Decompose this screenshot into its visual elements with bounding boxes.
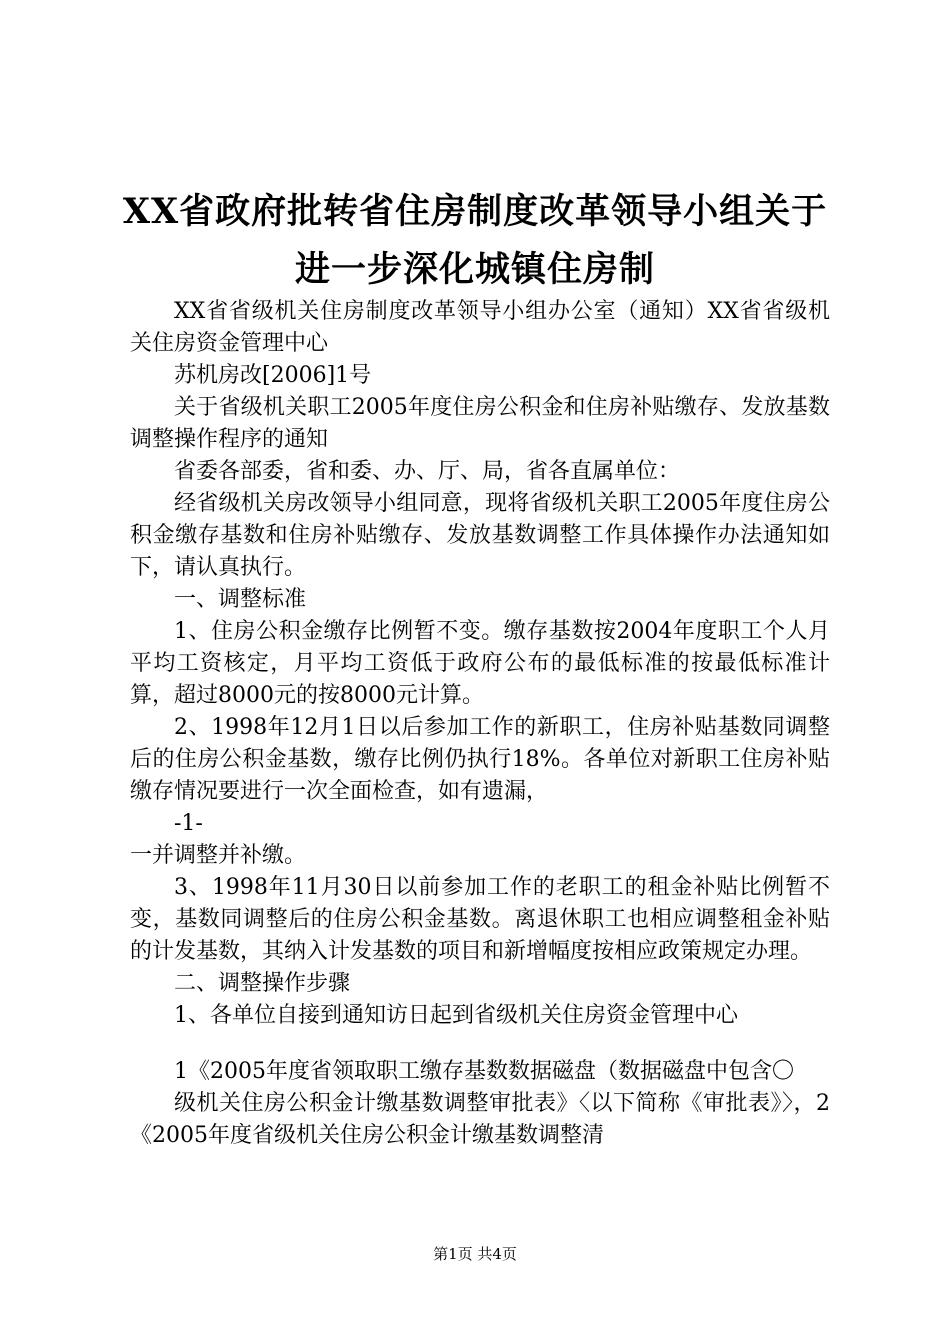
document-title-line-1: XX省政府批转省住房制度改革领导小组关于 <box>122 191 828 232</box>
section-heading-1: 一、调整标准 <box>174 587 307 612</box>
intro-paragraph: 经省级机关房改领导小组同意，现将省级机关职工2005年度住房公积金缴存基数和住房补贴缴存、发放基数调整工作具体操作办法通知如下，请认真执行。 <box>130 491 830 580</box>
recipients-paragraph: 省委各部委，省和委、办、厅、局，省各直属单位： <box>174 459 681 484</box>
document-title-line-2: 进一步深化城镇住房制 <box>294 249 655 290</box>
inline-page-number: -1- <box>174 811 203 836</box>
document-number: 苏机房改[2006]1号 <box>174 363 372 388</box>
notice-title-paragraph: 关于省级机关职工2005年度住房公积金和住房补贴缴存、发放基数调整操作程序的通知 <box>130 395 830 452</box>
section-heading-2: 二、调整操作步骤 <box>174 971 351 996</box>
document-body <box>130 296 830 1152</box>
standard-item-2: 2、1998年12月1日以后参加工作的新职工，住房补贴基数同调整后的住房公积金基数，缴存比例仍执行18%。各单位对新职工住房补贴缴存情况要进行一次全面检查，如有遗漏， <box>130 715 830 804</box>
page-footer: 第1页 共4页 <box>433 1245 517 1263</box>
paragraph-gap <box>130 1032 830 1056</box>
continuation-paragraph: 一并调整并补缴。 <box>130 843 307 868</box>
standard-item-3: 3、1998年11月30日以前参加工作的老职工的租金补贴比例暂不变，基数同调整后的住房公积金基数。离退休职工也相应调整租金补贴的计发基数，其纳入计发基数的项目和新增幅度按相应政策规定办理。 <box>130 875 830 964</box>
issuer-paragraph: XX省省级机关住房制度改革领导小组办公室（通知）XX省省级机关住房资金管理中心 <box>130 299 830 356</box>
standard-item-1: 1、住房公积金缴存比例暂不变。缴存基数按2004年度职工个人月平均工资核定，月平均工资低于政府公布的最低标准的按最低标准计算，超过8000元的按8000元计算。 <box>130 619 830 708</box>
step-item-detail-2: 级机关住房公积金计缴基数调整审批表》〈以下简称《审批表》〉，2《2005年度省级机关住房公积金计缴基数调整清 <box>130 1091 830 1148</box>
step-item-1: 1、各单位自接到通知访日起到省级机关住房资金管理中心 <box>174 1003 738 1028</box>
step-item-detail-1: 1《2005年度省领取职工缴存基数数据磁盘（数据磁盘中包含〇 <box>174 1059 794 1084</box>
